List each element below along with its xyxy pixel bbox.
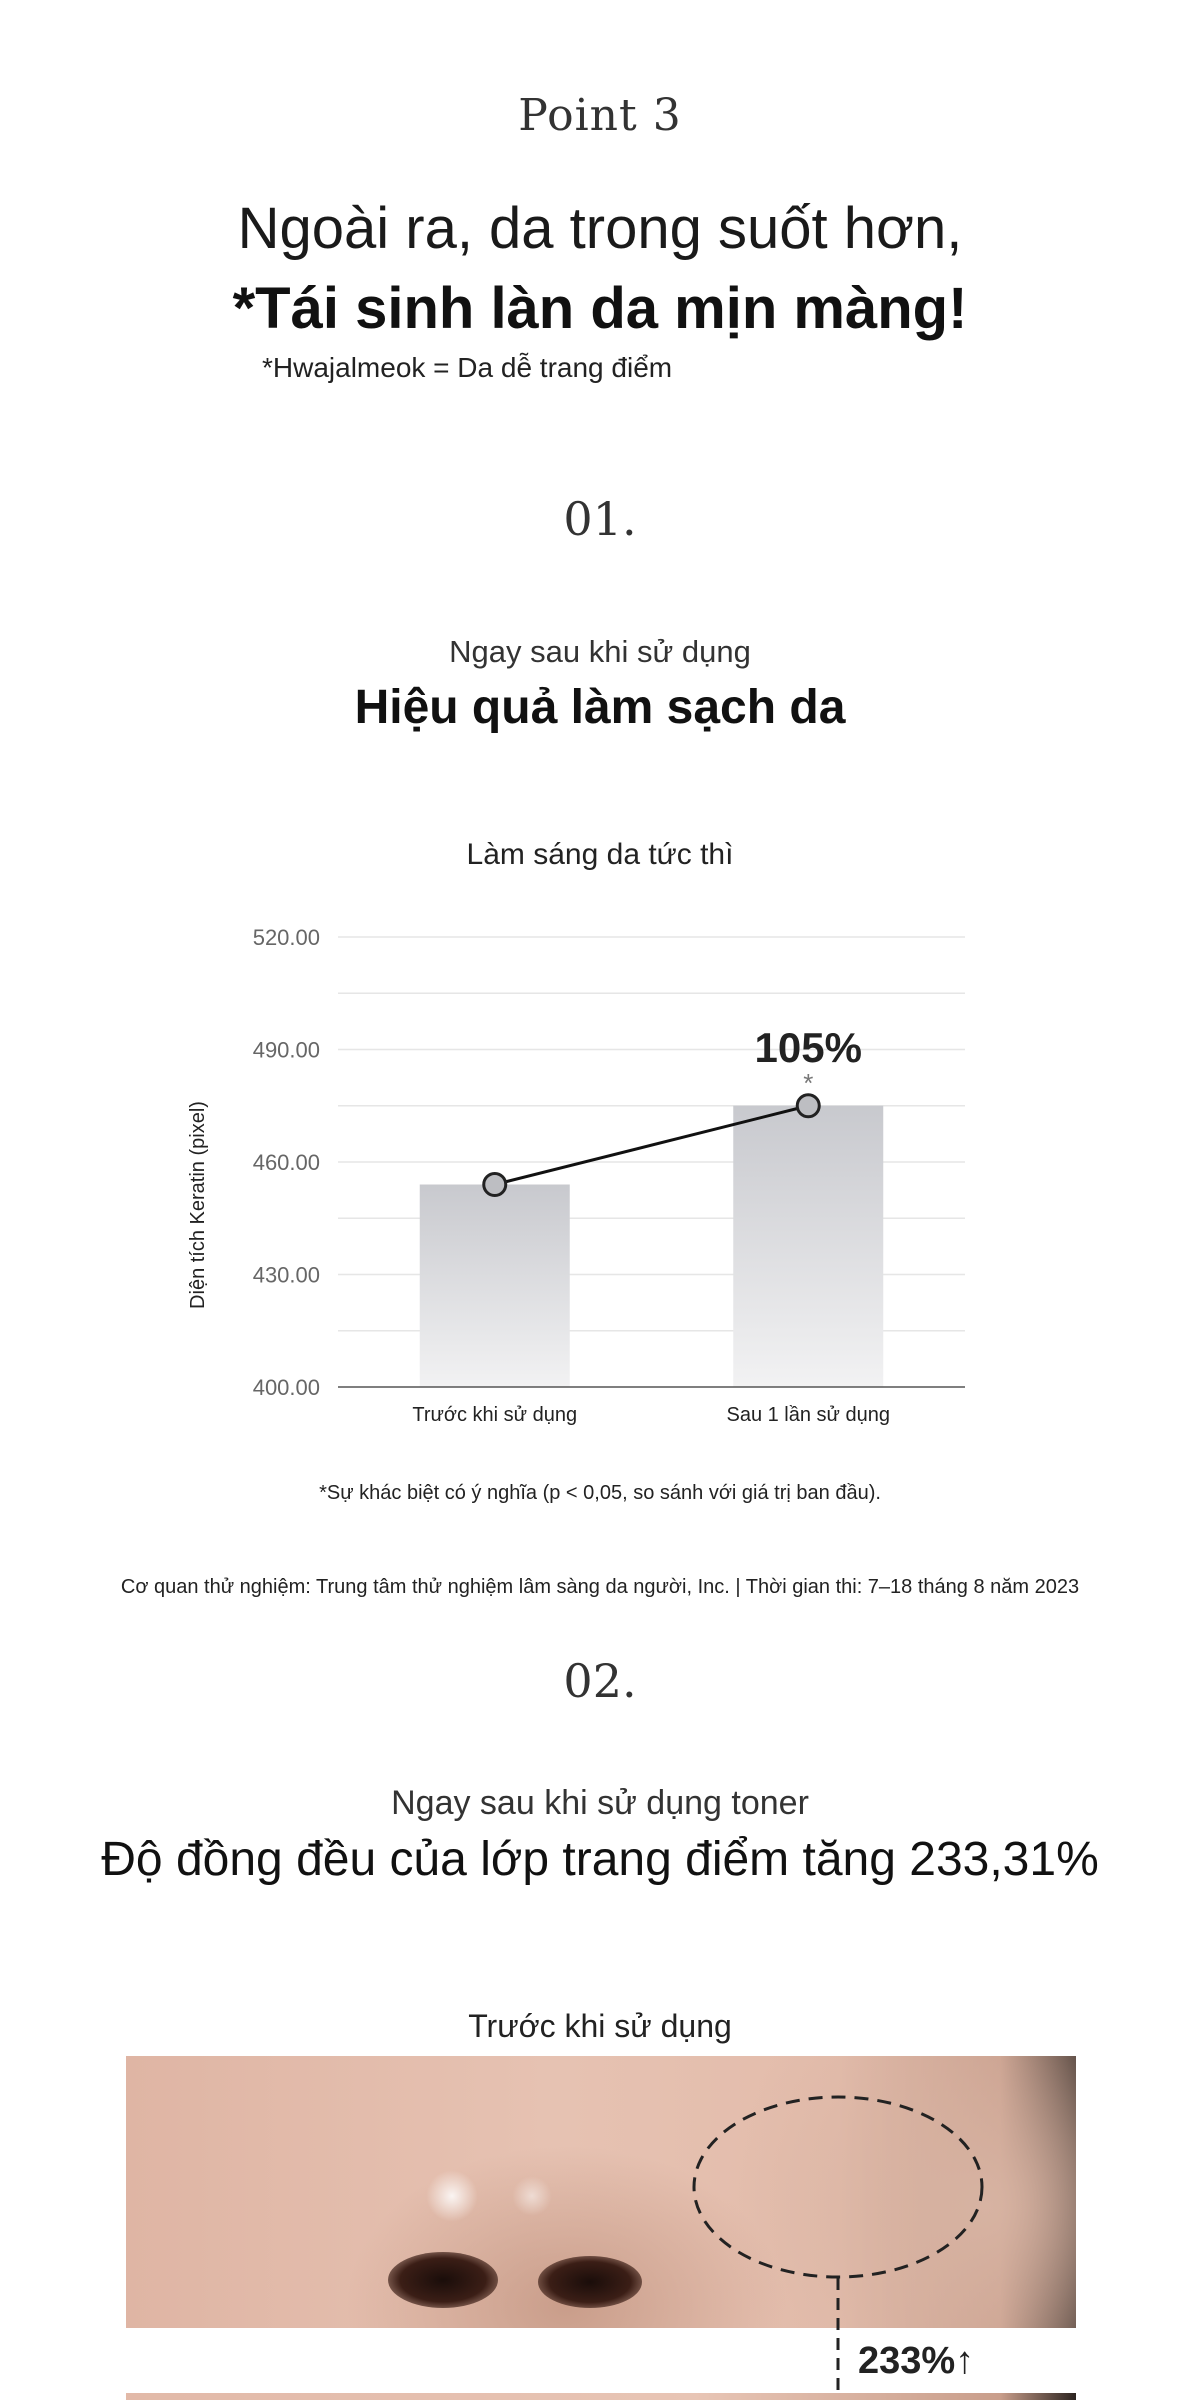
section2-title: Độ đồng đều của lớp trang điểm tăng 233,31% (101, 1833, 1099, 1886)
x-tick-label: Trước khi sử dụng (412, 1404, 578, 1426)
significance-note: *Sự khác biệt có ý nghĩa (p < 0,05, so sánh với giá trị ban đầu). (319, 1482, 881, 1504)
header-footnote: *Hwajalmeok = Da dễ trang điểm (262, 352, 673, 383)
highlight-ellipse (694, 2097, 982, 2277)
callout-percent: 233%↑ (858, 2340, 975, 2382)
section-number-01: 01. (563, 492, 637, 546)
after-photo-edge (126, 2393, 1076, 2400)
headline-line-1: Ngoài ra, da trong suốt hơn, (237, 196, 963, 261)
significance-marker: * (803, 1067, 814, 1098)
photo-label-before: Trước khi sử dụng (468, 2008, 732, 2044)
y-axis-label: Diện tích Keratin (pixel) (187, 1101, 209, 1309)
chart-title: Làm sáng da tức thì (466, 838, 734, 871)
y-tick-label: 460.00 (252, 1150, 320, 1175)
y-tick-label: 490.00 (252, 1037, 320, 1063)
section1-subtitle: Ngay sau khi sử dụng (449, 634, 751, 669)
y-tick-label: 400.00 (252, 1375, 320, 1400)
section1-title: Hiệu quả làm sạch da (354, 681, 846, 734)
y-tick-label: 430.00 (252, 1262, 320, 1288)
test-info: Cơ quan thử nghiệm: Trung tâm thử nghiệm lâm sàng da người, Inc. | Thời gian thi: 7–18 tháng 8 năm 2023 (120, 1576, 1080, 1598)
point-label: Point 3 (518, 90, 682, 141)
section-number-02: 02. (563, 1654, 637, 1708)
y-tick-label: 520.00 (252, 925, 320, 950)
headline-line-2: *Tái sinh làn da mịn màng! (232, 276, 968, 341)
section2-subtitle: Ngay sau khi sử dụng toner (391, 1784, 809, 1822)
x-tick-label: Sau 1 lần sử dụng (726, 1404, 891, 1426)
percent-annotation: 105% (754, 1023, 862, 1071)
